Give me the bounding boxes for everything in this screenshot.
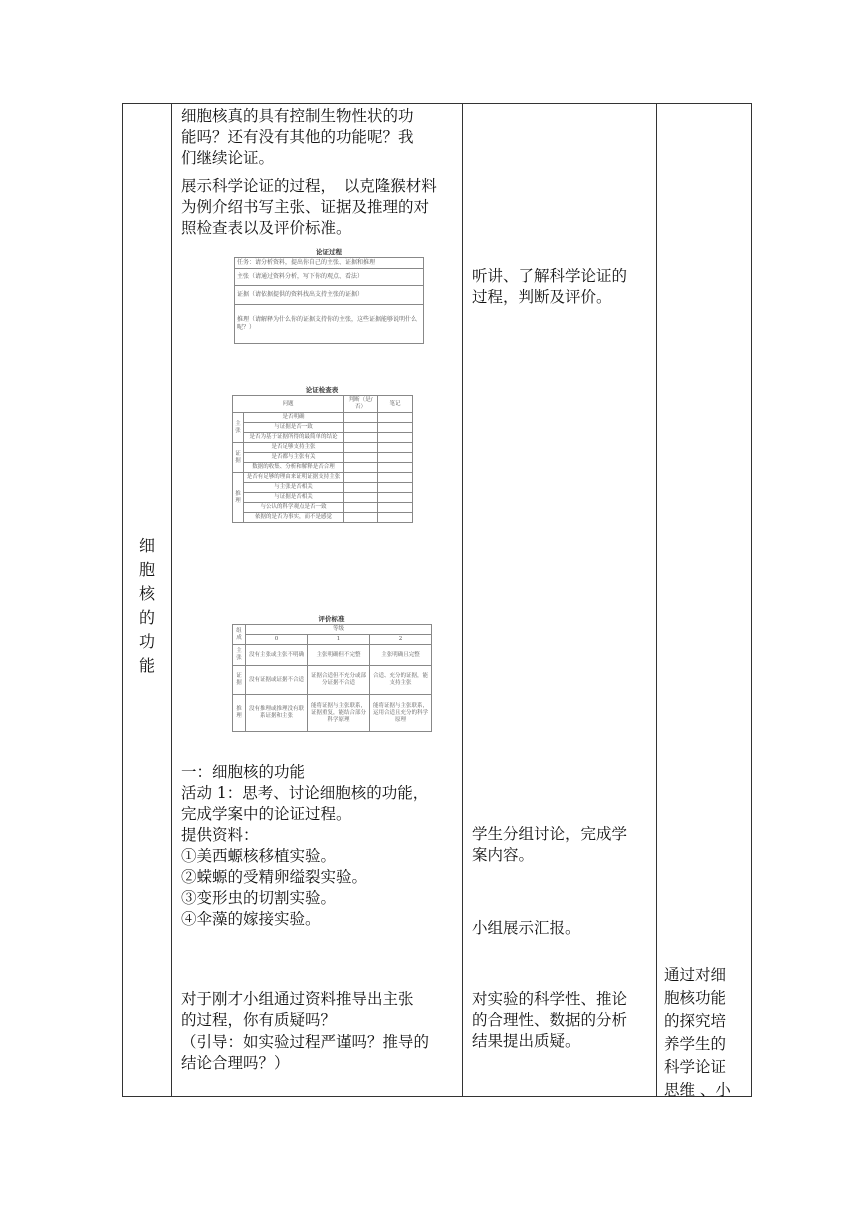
criteria-cell: 主张明确且完整	[370, 645, 432, 666]
checklist-item: 是否为基于证据所得的最简单的结论	[244, 433, 344, 443]
figure-title: 论证过程	[316, 248, 342, 256]
checklist-item: 数据的收集、分析和解释是否合理	[244, 463, 344, 473]
criteria-level-header: 等级	[246, 625, 432, 635]
criteria-corner: 组成	[233, 625, 246, 645]
topic-char: 能	[138, 656, 155, 675]
criteria-cell: 能将证据与主张联系，运用合适且充分的科学原理	[370, 695, 432, 732]
checklist-item: 与主张是否相关	[244, 483, 344, 493]
checklist-header: 笔记	[378, 396, 413, 413]
checklist-item: 是否明确	[244, 413, 344, 423]
checklist-group-label: 主张	[233, 413, 244, 443]
evaluation-criteria-figure	[232, 614, 431, 732]
checklist-item: 与公认的科学观点是否一致	[244, 503, 344, 513]
checklist-item: 依据的是否为事实，而不是感觉	[244, 513, 344, 523]
checklist-header: 问题	[233, 396, 344, 413]
criteria-cell: 主张明确但不完整	[308, 645, 370, 666]
figure-title: 评价标准	[318, 615, 345, 623]
criteria-cell: 没有证据或证据不合适	[246, 666, 308, 695]
topic-label	[123, 534, 171, 678]
topic-char: 核	[138, 584, 155, 603]
checklist-group-label: 推理	[233, 473, 244, 523]
student-discuss-text: 学生分组讨论，完成学 案内容。	[472, 825, 628, 864]
section-title: 一：细胞核的功能	[181, 763, 306, 781]
criteria-row-label: 主张	[233, 645, 246, 666]
figure-row: 推理（请解释为什么你的证据支持你的主张，这些证据能够说明什么呢？）	[235, 305, 424, 344]
argument-checklist-figure	[232, 385, 412, 523]
checklist-item: 与证据是否一致	[244, 423, 344, 433]
intro-paragraph: 细胞核真的具有控制生物性状的功 能吗？还有没有其他的功能呢？我 们继续论证。	[181, 107, 414, 167]
material-item: ②蝾螈的受精卵缢裂实验。	[181, 868, 368, 886]
topic-char: 功	[138, 632, 155, 651]
figure-row: 任务：请分析资料，提出你自己的主张、证据和推理	[235, 258, 424, 269]
figure-row: 主张（请通过资料分析，写下你的观点、看法）	[235, 269, 424, 286]
criteria-row-label: 推理	[233, 695, 246, 732]
checklist-item: 是否有足够的理由来证明证据支持主张	[244, 473, 344, 483]
student-question-text: 对实验的科学性、推论 的合理性、数据的分析 结果提出质疑。	[472, 990, 628, 1050]
criteria-cell: 没有推理或推理没有联系证据和主张	[246, 695, 308, 732]
teacher-activity-cell	[172, 104, 463, 1097]
topic-cell	[123, 104, 172, 1097]
student-listen-text: 听讲、了解科学论证的 过程，判断及评价。	[472, 267, 628, 306]
figure-title: 论证检查表	[305, 386, 339, 394]
criteria-level: 0	[246, 635, 308, 645]
student-report-text: 小组展示汇报。	[472, 919, 581, 937]
lesson-table	[122, 103, 752, 1097]
topic-char: 胞	[138, 560, 155, 579]
design-intent-cell	[657, 104, 752, 1097]
table-row	[123, 104, 752, 1097]
topic-char: 细	[138, 536, 155, 555]
checklist-item: 是否足够支持主张	[244, 443, 344, 453]
criteria-cell: 合适、充分的证据，能支持主张	[370, 666, 432, 695]
checklist-header: 判断（是/否）	[344, 396, 378, 413]
checklist-group-label: 证据	[233, 443, 244, 473]
question-paragraph: 对于刚才小组通过资料推导出主张 的过程，你有质疑吗？	[181, 990, 414, 1029]
criteria-level: 2	[370, 635, 432, 645]
criteria-cell: 能将证据与主张联系，证据重复，能结合部分科学原理	[308, 695, 370, 732]
criteria-row-label: 证据	[233, 666, 246, 695]
checklist-item: 是否都与主张有关	[244, 453, 344, 463]
activity-paragraph: 一：细胞核的功能 活动 1：思考、讨论细胞核的功能， 完成学案中的论证过程。 提供资料： ①美西螈核移植实验。 ②蝾螈的受精卵缢裂实验。 ③变形虫的切割实验。 ④伞藻的嫁接实验。	[181, 762, 456, 930]
material-item: ④伞藻的嫁接实验。	[181, 910, 321, 928]
criteria-level: 1	[308, 635, 370, 645]
topic-char: 的	[138, 608, 155, 627]
guide-paragraph: （引导：如实验过程严谨吗？推导的 结论合理吗？）	[181, 1033, 430, 1072]
argument-process-figure	[234, 247, 424, 344]
material-item: ③变形虫的切割实验。	[181, 889, 337, 907]
figure-row: 证据（请依据提供的资料找出支持主张的证据）	[235, 286, 424, 305]
material-item: ①美西螈核移植实验。	[181, 847, 337, 865]
design-intent-text: 通过对细 胞核功能 的探究培 养学生的 科学论证 思维 、小	[664, 966, 731, 1099]
student-activity-cell	[463, 104, 657, 1097]
criteria-cell: 证据合适但不充分或部分证据不合适	[308, 666, 370, 695]
checklist-item: 与证据是否相关	[244, 493, 344, 503]
criteria-cell: 没有主张或主张不明确	[246, 645, 308, 666]
show-paragraph: 展示科学论证的过程， 以克隆猴材料 为例介绍书写主张、证据及推理的对 照检查表以及评价标准。	[181, 177, 437, 237]
